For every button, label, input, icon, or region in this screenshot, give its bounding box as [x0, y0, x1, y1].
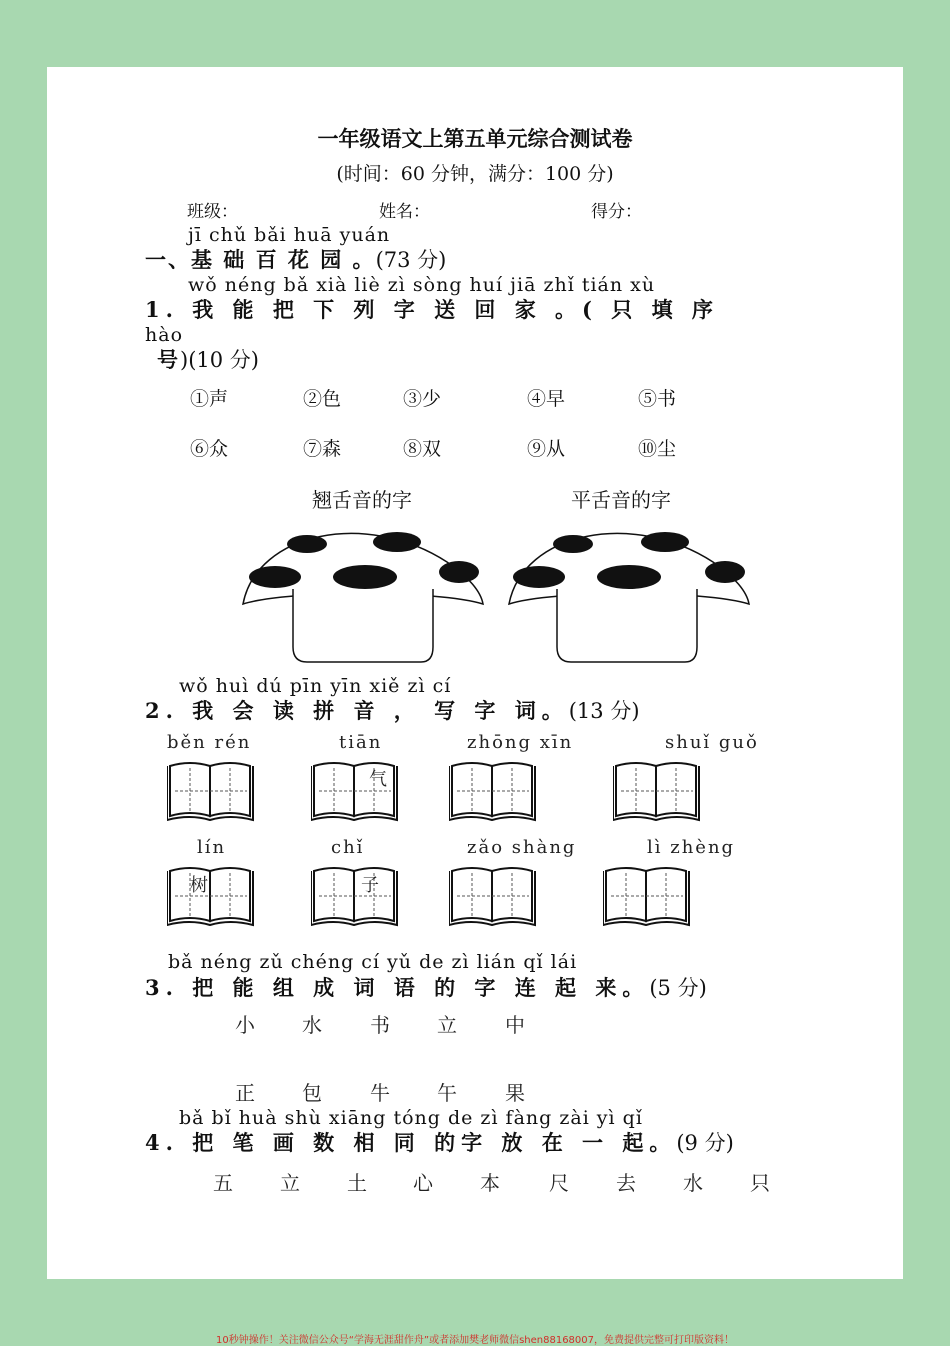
q2-text: 2. 我 会 读 拼 音 ， 写 字 词。(13 分) [145, 698, 640, 723]
q4-char-4: 心 [413, 1171, 433, 1195]
mushroom-left [237, 522, 487, 667]
option-2: ②色 [303, 388, 342, 410]
name-label: 姓名： [379, 202, 430, 222]
q2-r2-pinyin-1: lín [197, 837, 227, 858]
q3-r1-char-1[interactable]: 小 [235, 1013, 255, 1037]
q3-r1-char-2[interactable]: 水 [302, 1013, 322, 1037]
page-subtitle: (时间：60 分钟，满分：100 分) [336, 163, 614, 185]
section1-heading: 一、基 础 百 花 园 。(73 分) [145, 247, 447, 272]
hint-char-qi: 气 [369, 769, 387, 790]
writing-grid-7[interactable] [449, 865, 539, 927]
q3-r2-char-5[interactable]: 果 [505, 1081, 525, 1105]
q2-r1-pinyin-1: běn rén [167, 732, 252, 753]
q2-r1-pinyin-2: tiān [339, 732, 383, 753]
q1-text: 1. 我 能 把 下 列 字 送 回 家 。( 只 填 序 [145, 297, 719, 322]
q2-r2-pinyin-3: zǎo shàng [467, 837, 577, 858]
writing-grid-6[interactable] [311, 865, 401, 927]
q2-r2-pinyin-2: chǐ [331, 837, 365, 858]
hint-char-shu: 树 [190, 875, 208, 896]
q4-pinyin: bǎ bǐ huà shù xiāng tóng de zì fàng zài yì qǐ [179, 1107, 643, 1129]
q1-pinyin2: hào [145, 324, 184, 346]
option-7: ⑦森 [303, 438, 342, 460]
worksheet-paper [47, 67, 903, 1279]
q4-char-9: 只 [750, 1171, 770, 1195]
q4-char-2: 立 [280, 1171, 300, 1195]
option-1: ①声 [190, 388, 229, 410]
q3-r2-char-2[interactable]: 包 [302, 1081, 322, 1105]
q2-pinyin: wǒ huì dú pīn yīn xiě zì cí [179, 675, 452, 697]
footer-promo-text: 10秒钟操作！关注微信公众号“学海无涯甜作舟”或者添加樊老师微信shen88168007，免费提供完整可打印版资料！ [215, 1335, 735, 1346]
writing-grid-5[interactable] [167, 865, 257, 927]
option-10: ⑩尘 [638, 438, 677, 460]
q4-text: 4. 把 笔 画 数 相 同 的字 放 在 一 起。(9 分) [145, 1130, 734, 1155]
q2-r1-pinyin-3: zhōng xīn [467, 732, 574, 753]
writing-grid-1[interactable] [167, 760, 257, 822]
q3-r1-char-3[interactable]: 书 [370, 1013, 390, 1037]
q3-text: 3. 把 能 组 成 词 语 的 字 连 起 来。(5 分) [145, 975, 707, 1000]
page-title: 一年级语文上第五单元综合测试卷 [317, 127, 633, 151]
option-4: ④早 [527, 388, 566, 410]
writing-grid-8[interactable] [603, 865, 693, 927]
writing-grid-4[interactable] [613, 760, 703, 822]
q4-char-6: 尺 [549, 1171, 569, 1195]
hint-char-zi: 子 [361, 875, 379, 896]
q3-r1-char-4[interactable]: 立 [437, 1013, 457, 1037]
q4-char-1: 五 [213, 1171, 233, 1195]
option-9: ⑨从 [527, 438, 566, 460]
q2-r1-pinyin-4: shuǐ guǒ [665, 732, 759, 753]
q4-char-5: 本 [480, 1171, 500, 1195]
score-label: 得分： [591, 202, 642, 222]
q3-pinyin: bǎ néng zǔ chéng cí yǔ de zì lián qǐ lái [168, 951, 578, 973]
section1-pinyin: jī chǔ bǎi huā yuán [188, 224, 391, 246]
option-8: ⑧双 [403, 438, 442, 460]
q3-r1-char-5[interactable]: 中 [505, 1013, 525, 1037]
writing-grid-3[interactable] [449, 760, 539, 822]
option-5: ⑤书 [638, 388, 677, 410]
q2-r2-pinyin-4: lì zhèng [647, 837, 736, 858]
q4-char-3: 土 [347, 1171, 367, 1195]
mushroom-right-label: 平舌音的字 [571, 488, 671, 512]
q1-pinyin: wǒ néng bǎ xià liè zì sòng huí jiā zhǐ tián xù [188, 274, 656, 296]
q1-text2: 号)(10 分) [157, 347, 259, 372]
mushroom-right [507, 522, 757, 667]
option-3: ③少 [403, 388, 442, 410]
mushroom-left-label: 翘舌音的字 [312, 488, 412, 512]
option-6: ⑥众 [190, 438, 229, 460]
q3-r2-char-3[interactable]: 牛 [370, 1081, 390, 1105]
q4-char-7: 去 [616, 1171, 636, 1195]
q3-r2-char-1[interactable]: 正 [235, 1081, 255, 1105]
writing-grid-2[interactable] [311, 760, 401, 822]
class-label: 班级： [187, 202, 238, 222]
q3-r2-char-4[interactable]: 午 [437, 1081, 457, 1105]
q4-char-8: 水 [683, 1171, 703, 1195]
